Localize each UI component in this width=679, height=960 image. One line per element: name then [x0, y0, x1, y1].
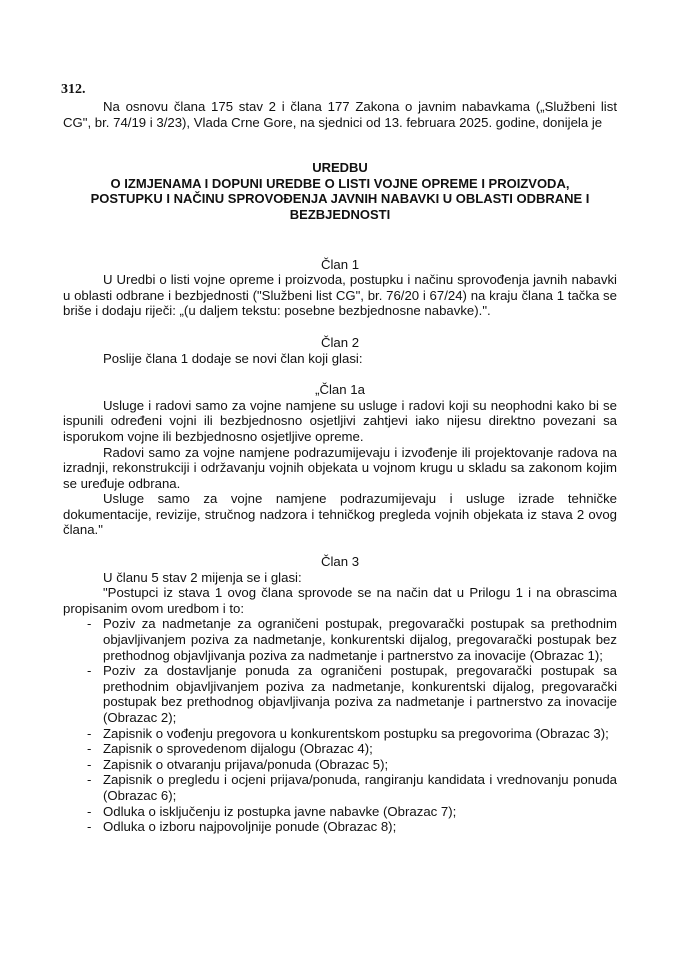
- clan-1a-paragraph-3: Usluge samo za vojne namjene podrazumijevaju i usluge izrade tehničke dokumentacije, revizije, stručnog nadzora i tehničkog pregleda vojnih objekata iz stava 2 ovog člana.": [63, 491, 617, 538]
- obrazac-list: [63, 616, 617, 834]
- clan-1a-paragraph-1: Usluge i radovi samo za vojne namjene su usluge i radovi koji su neophodni kako bi se ispunili određeni vojni ili bezbjednosno osjetljivi zahtjevi iako nijesu direktno povezani sa isporukom vojne ili bezbjednosno osjetljive opreme.: [63, 397, 617, 444]
- dash-bullet: -: [87, 819, 92, 835]
- clan-1a-paragraph-2: Radovi samo za vojne namjene podrazumijevaju i izvođenje ili projektovanje radova na izradnji, rekonstrukciji i održavanju vojnih objekata u vojnom krugu u skladu sa zakonom kojim se uređuje odbrana.: [63, 444, 617, 491]
- dash-bullet: -: [87, 616, 92, 632]
- title-line-1: UREDBU: [312, 160, 368, 176]
- clan-1a-heading: „Član 1a: [315, 382, 365, 398]
- title-line-3: POSTUPKU I NAČINU SPROVOĐENJA JAVNIH NABAVKI U OBLASTI ODBRANE I: [90, 191, 590, 207]
- document-page: [61, 82, 617, 835]
- list-item: - Zapisnik o vođenju pregovora u konkurentskom postupku sa pregovorima (Obrazac 3);: [87, 725, 609, 741]
- clan-2-heading: Član 2: [320, 334, 360, 350]
- dash-bullet: -: [87, 756, 92, 772]
- dash-bullet: -: [87, 725, 92, 741]
- clan-1-text: U Uredbi o listi vojne opreme i proizvoda, postupku i načinu sprovođenja javnih nabavki u oblasti odbrane i bezbjednosti ("Službeni list CG", br. 76/20 i 67/24) na kraju člana 1 tačka se briše i dodaju riječi: „(u daljem tekstu: posebne bezbjednosne nabavke).".: [63, 272, 617, 319]
- title-line-2: O IZMJENAMA I DOPUNI UREDBE O LISTI VOJNE OPREME I PROIZVODA,: [110, 175, 570, 191]
- dash-bullet: -: [87, 803, 92, 819]
- preamble: Na osnovu člana 175 stav 2 i člana 177 Zakona o javnim nabavkama („Službeni list CG", br. 74/19 i 3/23), Vlada Crne Gore, na sjednici od 13. februara 2025. godine, donijela je: [63, 99, 617, 130]
- clan-2-text: Poslije člana 1 dodaje se novi član koji glasi:: [103, 350, 363, 366]
- document-number: 312.: [61, 82, 86, 97]
- list-item: - Zapisnik o pregledu i ocjeni prijava/ponuda, rangiranju kandidata i vrednovanju ponuda (Obrazac 6);: [87, 772, 617, 803]
- list-item: - Zapisnik o sprovedenom dijalogu (Obrazac 4);: [87, 741, 373, 757]
- list-item: - Poziv za dostavljanje ponuda za ograničeni postupak, pregovarački postupak sa prethodnim objavljivanjem poziva za nadmetanje, konkurentski dijalog, pregovarački postupak bez prethodnog objavljivanja poziva za nadmetanje i partnerstvo za inovacije (Obrazac 2);: [87, 663, 617, 725]
- clan-3-paragraph-1: "Postupci iz stava 1 ovog člana sprovode se na način dat u Prilogu 1 i na obrascima propisanim ovom uredbom i to:: [63, 585, 617, 616]
- dash-bullet: -: [87, 663, 92, 679]
- title-line-4: BEZBJEDNOSTI: [289, 206, 391, 222]
- list-item: - Odluka o izboru najpovoljnije ponude (Obrazac 8);: [87, 819, 397, 835]
- dash-bullet: -: [87, 741, 92, 757]
- clan-3-heading: Član 3: [320, 554, 360, 570]
- list-item: - Poziv za nadmetanje za ograničeni postupak, pregovarački postupak sa prethodnim objavljivanjem poziva za nadmetanje, konkurentski dijalog, pregovarački postupak bez prethodnog objavljivanja poziva za nadmetanje i partnerstvo za inovacije (Obrazac 1);: [87, 616, 617, 663]
- dash-bullet: -: [87, 772, 92, 788]
- list-item: - Zapisnik o otvaranju prijava/ponuda (Obrazac 5);: [87, 756, 389, 772]
- clan-1-heading: Član 1: [320, 256, 360, 272]
- list-item: - Odluka o isključenju iz postupka javne nabavke (Obrazac 7);: [87, 803, 457, 819]
- clan-3-intro: U članu 5 stav 2 mijenja se i glasi:: [103, 569, 302, 585]
